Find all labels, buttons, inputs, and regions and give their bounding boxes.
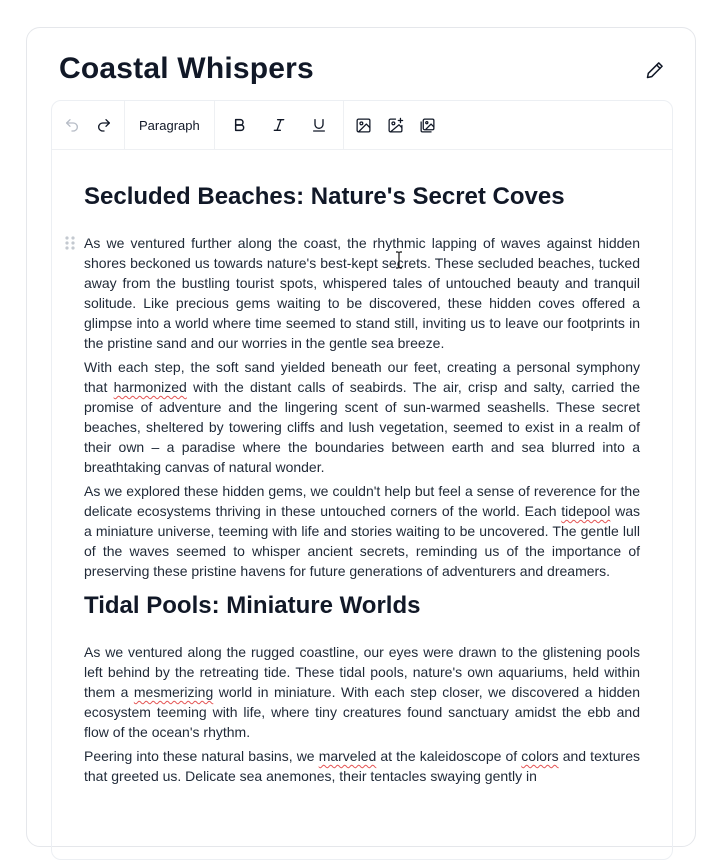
underline-button[interactable] — [303, 109, 335, 141]
paragraph: As we ventured further along the coast, the rhythmic lapping of waves against hidden shores beckoned us towards nature's best-kept secrets. These secluded beaches, tucked away from the bustling tourist spots, whispered tales of untouched beauty and tranquil solitude. Like precious gems waiting to be discovered, these hidden coves offered a glimpse into a world where time seemed to stand still, inviting us to leave our footprints in the pristine sand and our worries in the gentle sea breeze. — [84, 235, 640, 351]
paragraph — [84, 481, 640, 581]
gallery-icon — [419, 117, 436, 134]
toolbar-divider — [124, 101, 125, 149]
bold-icon — [231, 117, 247, 133]
toolbar-divider — [214, 101, 215, 149]
italic-icon — [271, 117, 287, 133]
paragraph — [84, 746, 640, 786]
bold-button[interactable] — [223, 109, 255, 141]
document-card — [26, 27, 696, 847]
misspelled-word[interactable]: harmonized — [113, 379, 187, 395]
text-run: with the distant calls of seabirds. The air, crisp and salty, carried the promise of adventure and the lingering scent of sun-warmed seashells. These secret beaches, sheltered by towering cliffs and lush vegetation, seemed to exist in a realm of their own – a paradise where the boundaries between earth and sea blurred into a breathtaking canvas of natural wonder. — [84, 379, 640, 475]
misspelled-word[interactable]: marveled — [318, 748, 377, 764]
add-image-button[interactable] — [380, 109, 412, 141]
text-run: world in miniature. With each step closer, we discovered a hidden ecosystem teeming with life, where tiny creatures found sanctuary amidst the ebb and flow of the ocean's rhythm. — [84, 684, 640, 740]
text-run: Peering into these natural basins, we — [84, 748, 319, 764]
undo-button[interactable] — [56, 109, 88, 141]
block-style-select[interactable]: Paragraph — [139, 117, 200, 133]
paragraph — [84, 357, 640, 477]
pencil-icon — [645, 60, 665, 80]
document-title: Coastal Whispers — [59, 52, 314, 85]
image-add-icon — [387, 117, 404, 134]
rich-text-editor — [51, 100, 673, 860]
redo-icon — [96, 117, 112, 133]
text-run: With each step, the soft sand yielded beneath our feet, creating a personal symphony that — [84, 359, 640, 395]
drag-handle-icon — [64, 235, 76, 251]
misspelled-word[interactable]: colors — [521, 748, 559, 764]
image-icon — [355, 117, 372, 134]
gallery-button[interactable] — [412, 109, 444, 141]
italic-button[interactable] — [263, 109, 295, 141]
toolbar-divider — [343, 101, 344, 149]
format-group — [219, 109, 339, 141]
drag-handle[interactable] — [64, 235, 76, 251]
paragraph — [84, 642, 640, 742]
paragraph-block — [84, 233, 640, 353]
edit-title-button[interactable] — [641, 56, 669, 84]
section-heading: Tidal Pools: Miniature Worlds — [84, 592, 421, 619]
text-run: and textures that greeted us. Delicate sea anemones, their tentacles swaying gently in — [84, 748, 640, 784]
text-run: at the kaleidoscope of — [376, 748, 522, 764]
misspelled-word[interactable]: mesmerizing — [133, 684, 214, 700]
text-run: was a miniature universe, teeming with life and stories waiting to be uncovered. The gentle lull of the waves seemed to whisper ancient secrets, reminding us of the importance of preserving these pristine havens for future generations of adventurers and dreamers. — [84, 503, 640, 579]
editor-toolbar — [52, 101, 672, 150]
section-heading: Secluded Beaches: Nature's Secret Coves — [84, 183, 565, 210]
text-run: As we ventured along the rugged coastline, our eyes were drawn to the glistening pools left behind by the retreating tide. These tidal pools, nature's own aquariums, held within them a — [84, 644, 640, 700]
editor-content[interactable] — [84, 181, 640, 786]
undo-icon — [64, 117, 80, 133]
insert-image-button[interactable] — [348, 109, 380, 141]
text-run: As we explored these hidden gems, we couldn't help but feel a sense of reverence for the delicate ecosystems thriving in these untouched corners of the world. Each — [84, 483, 640, 519]
underline-icon — [311, 117, 327, 133]
misspelled-word[interactable]: tidepool — [561, 503, 611, 519]
redo-button[interactable] — [88, 109, 120, 141]
